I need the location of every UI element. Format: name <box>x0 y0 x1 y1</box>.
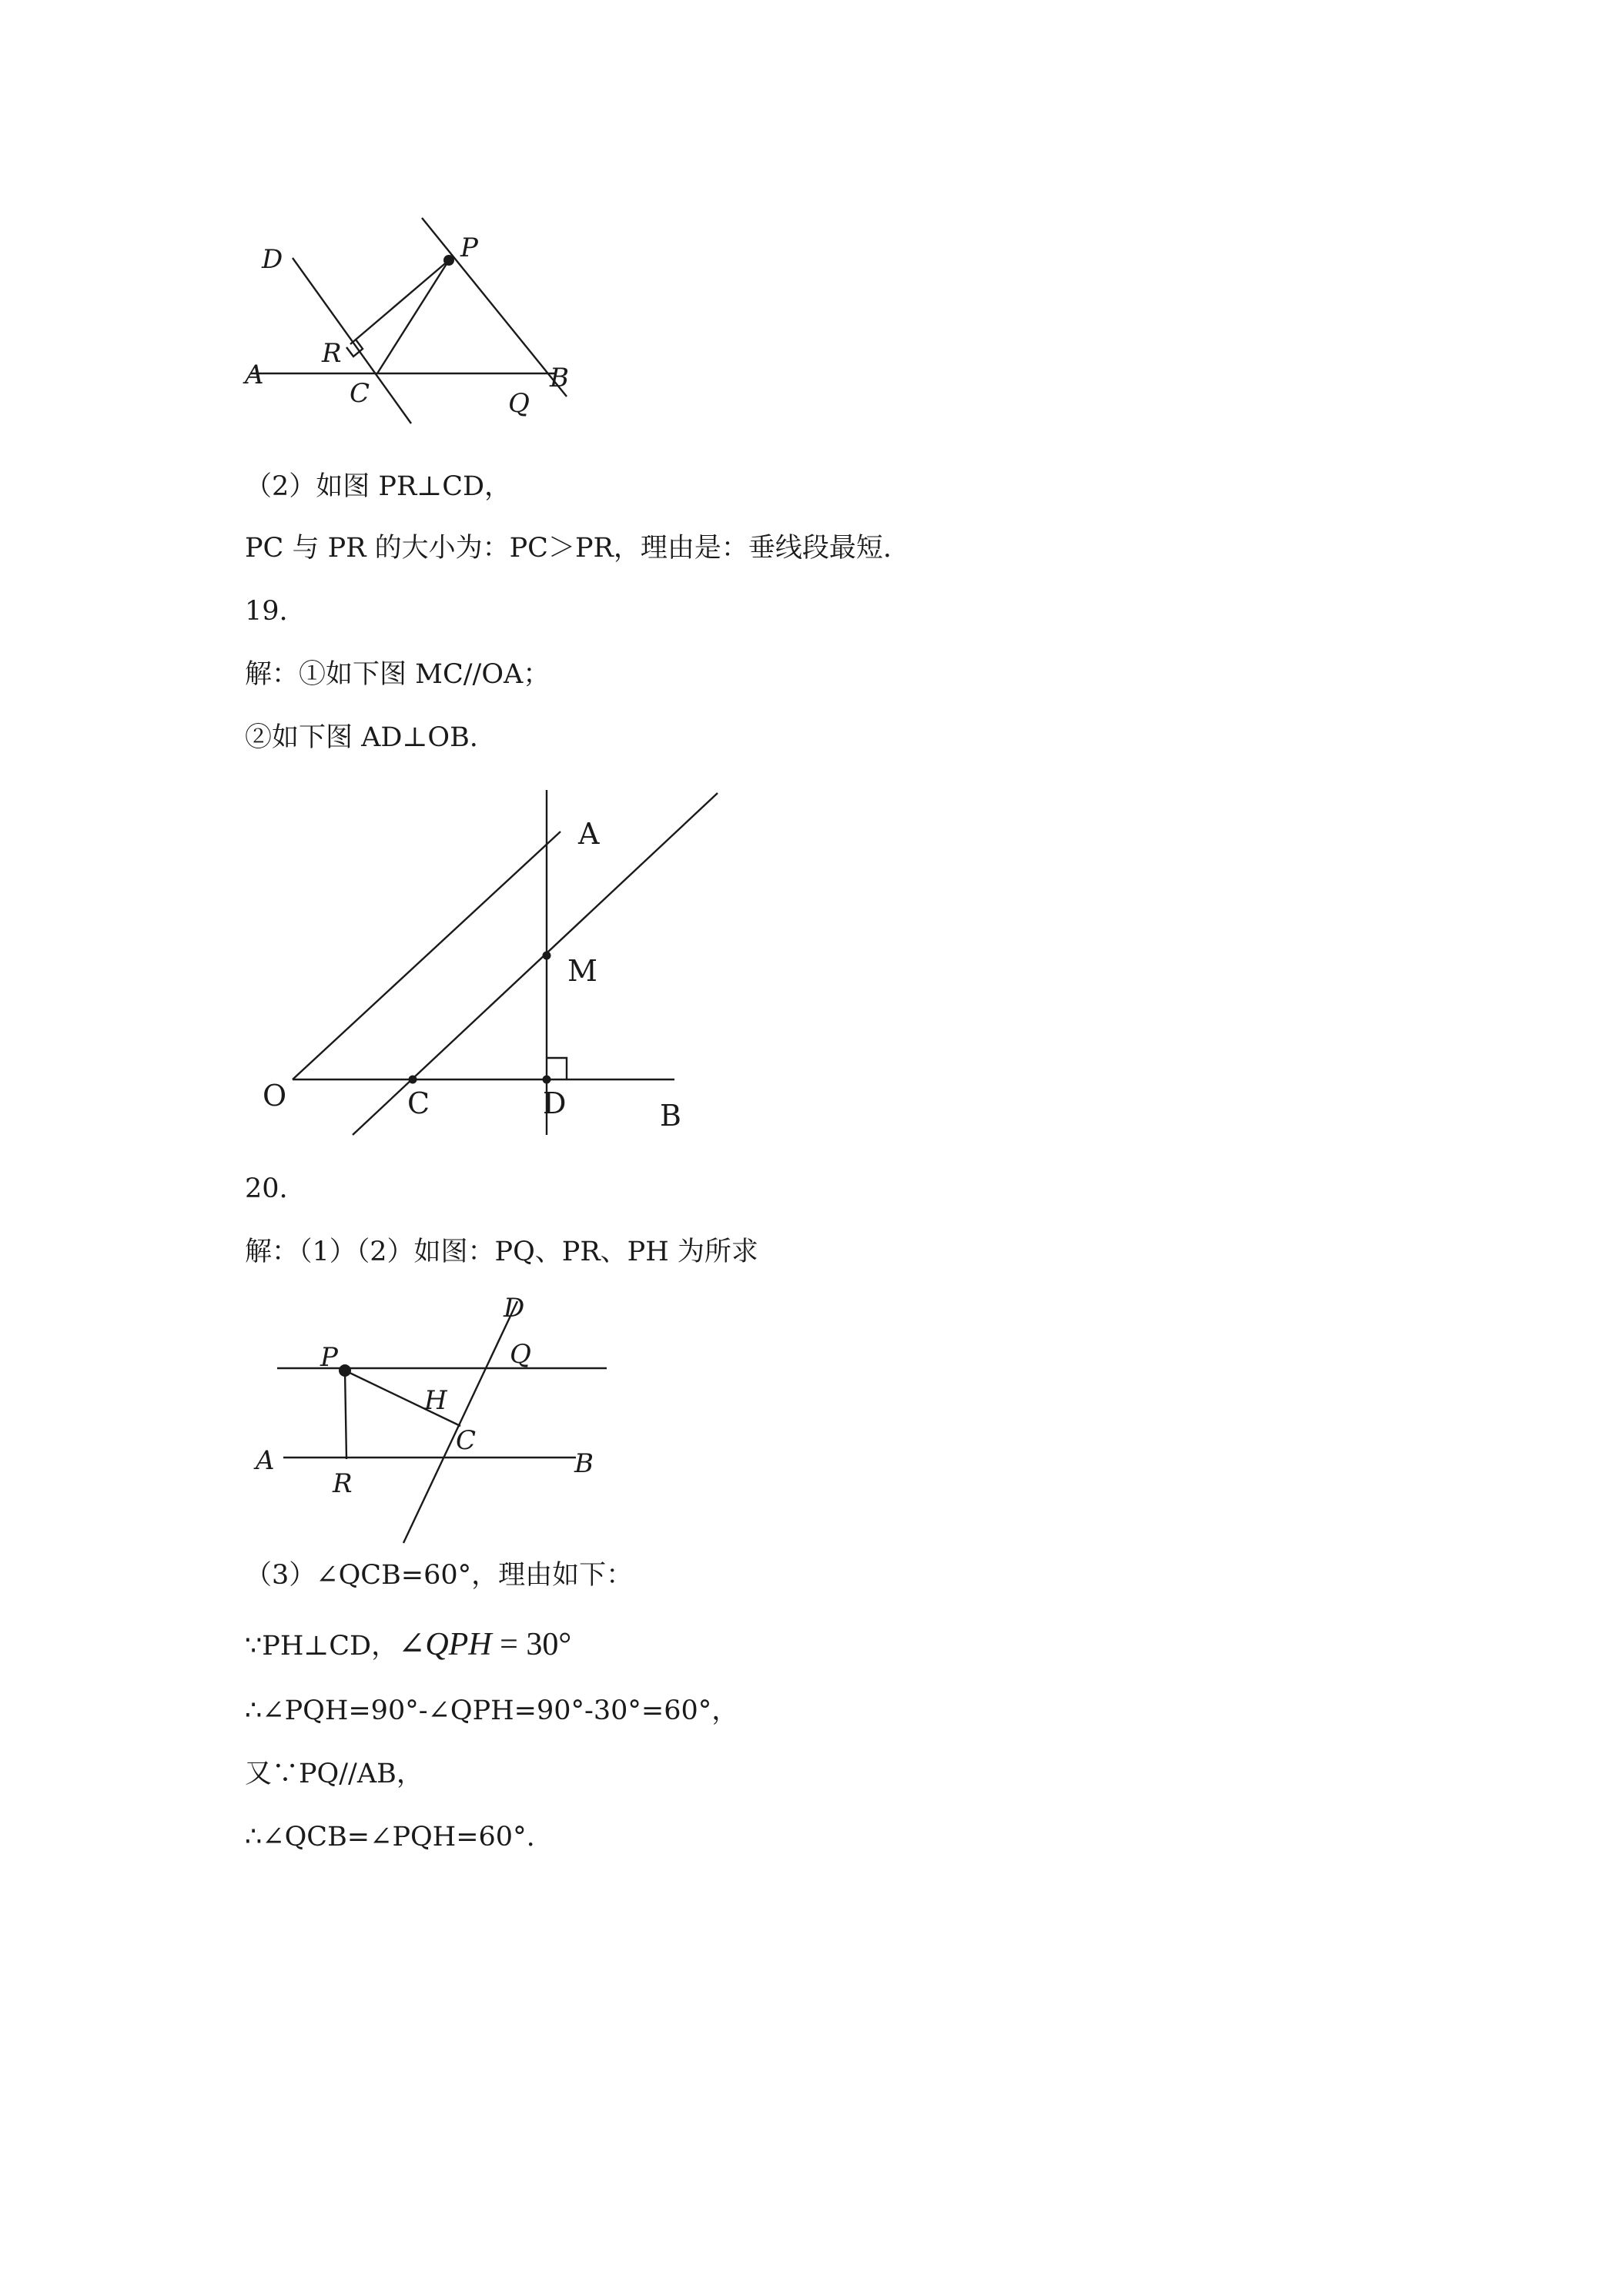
q20-line-3-prefix: ∵PH⊥CD， <box>245 1631 399 1662</box>
label-d: D <box>262 244 283 275</box>
label-m: M <box>567 954 597 988</box>
point-c <box>409 1076 417 1084</box>
q20-line-3 <box>245 1623 571 1668</box>
q18-line-2: PC 与 PR 的大小为：PC＞PR，理由是：垂线段最短. <box>245 533 892 564</box>
figure-pq-pr-ph <box>246 1278 624 1555</box>
point-p <box>339 1364 351 1377</box>
segment-pr <box>345 1371 346 1459</box>
q20-line-3-vars: QPH <box>425 1627 492 1662</box>
label-o: O <box>263 1079 287 1113</box>
label-q: Q <box>508 388 530 419</box>
q20-line-2: （3）∠QCB=60°，理由如下： <box>245 1560 634 1591</box>
segment-pr <box>350 260 449 344</box>
label-a: A <box>245 360 264 390</box>
point-d <box>543 1076 551 1084</box>
q20-number: 20. <box>245 1173 288 1204</box>
segment-pc <box>377 260 449 373</box>
label-a: A <box>578 817 600 851</box>
label-p: P <box>460 233 478 263</box>
line-mc <box>353 793 718 1135</box>
label-h: H <box>424 1385 447 1416</box>
q19-line-2: ②如下图 AD⊥OB. <box>245 722 478 753</box>
label-d: D <box>543 1086 567 1120</box>
point-p <box>443 255 454 266</box>
label-c: C <box>350 378 370 409</box>
label-c: C <box>456 1425 477 1456</box>
label-b: B <box>550 363 569 393</box>
q20-line-6: ∴∠QCB=∠PQH=60°. <box>245 1822 535 1853</box>
figure-perpendicular-pr-cd <box>231 208 585 439</box>
point-m <box>543 952 551 960</box>
right-angle-mark-d <box>547 1058 567 1079</box>
q19-line-1: 解：①如下图 MC//OA； <box>245 659 550 690</box>
label-p: P <box>320 1342 338 1373</box>
label-c: C <box>407 1086 430 1120</box>
figure-mc-parallel-oa <box>246 785 724 1140</box>
ray-oa <box>293 832 561 1079</box>
label-a: A <box>256 1445 275 1476</box>
label-q: Q <box>510 1339 531 1370</box>
q18-line-1: （2）如图 PR⊥CD， <box>245 471 512 502</box>
q20-line-3-angle: ∠ <box>398 1627 426 1662</box>
line-dc <box>403 1301 517 1543</box>
label-r: R <box>322 338 342 369</box>
label-d: D <box>504 1293 525 1324</box>
q20-line-4: ∴∠PQH=90°-∠QPH=90°-30°=60°， <box>245 1695 739 1726</box>
line-pq <box>422 218 567 397</box>
q19-number: 19. <box>245 596 288 627</box>
q20-line-3-rest: = 30° <box>491 1627 572 1662</box>
q20-line-1: 解：（1）（2）如图：PQ、PR、PH 为所求 <box>245 1237 758 1267</box>
label-r: R <box>333 1468 353 1499</box>
label-b: B <box>660 1099 681 1133</box>
q20-line-5: 又∵PQ//AB， <box>245 1759 423 1789</box>
label-b: B <box>574 1448 594 1479</box>
